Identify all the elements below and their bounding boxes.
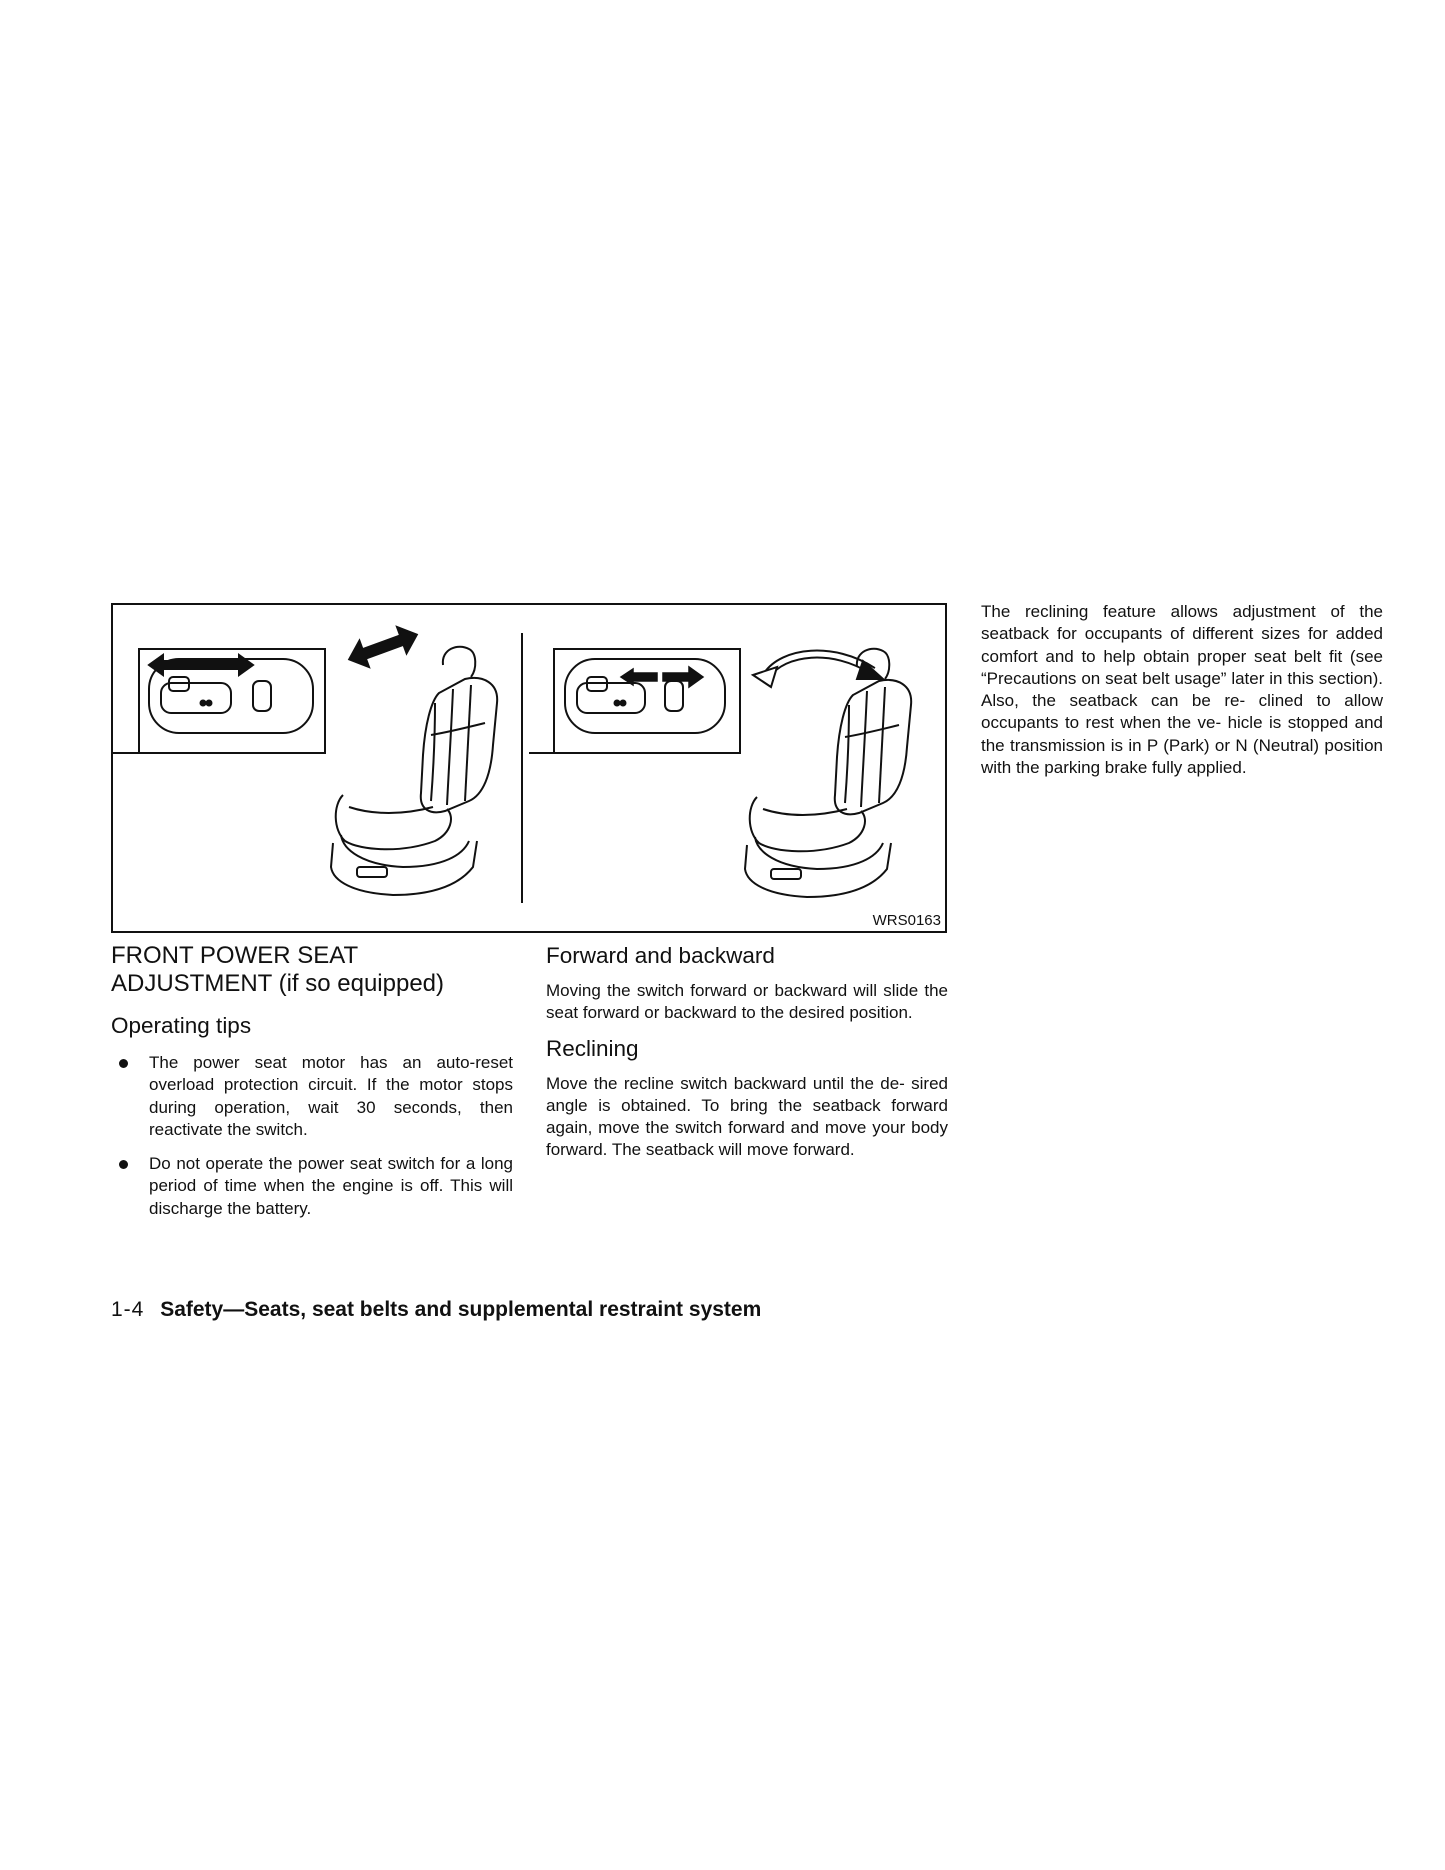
- forward-backward-arrow-icon: [344, 622, 421, 673]
- chapter-title: Safety—Seats, seat belts and supplemental restraint system: [160, 1298, 762, 1321]
- list-item-text: Do not operate the power seat switch for a long period of time when the engine is off. This will discharge the battery.: [149, 1154, 513, 1218]
- recline-switch-arrow-icon: [621, 667, 703, 687]
- right-column: [981, 601, 1383, 779]
- section-title-suffix: (if so equipped): [278, 970, 445, 997]
- paragraph-reclining-feature: The reclining feature allows adjustment of the seatback for occupants of different sizes for added comfort and to help obtain proper seat belt fit (see “Precautions on seat belt usage” later in this section). Also, the seatback can be re- clined to allow occupants to rest when the ve- hicle is stopped and the transmission is in P (Park) or N (Neutral) position with the parking brake fully applied.: [981, 602, 1383, 778]
- seat-adjustment-illustration: [111, 603, 947, 933]
- illustration-drawing: [113, 605, 945, 931]
- section-title: [111, 942, 513, 998]
- heading-forward-backward: Forward and backward: [546, 943, 775, 968]
- subheading-operating-tips: Operating tips: [111, 1013, 252, 1038]
- page-footer: [111, 1298, 761, 1322]
- left-column: [111, 942, 513, 1220]
- paragraph-forward-backward: Moving the switch forward or backward will slide the seat forward or backward to the desired position.: [546, 981, 948, 1023]
- list-item: [111, 1052, 513, 1141]
- bullet-icon: [119, 1160, 128, 1169]
- seat-drawing-left: [331, 647, 497, 895]
- recline-arrow-icon: [753, 654, 883, 687]
- heading-reclining: Reclining: [546, 1035, 639, 1061]
- page-number: 1-4: [111, 1298, 145, 1321]
- tips-list: [111, 1052, 513, 1220]
- middle-column: [546, 942, 948, 1162]
- paragraph-reclining: Move the recline switch backward until the de- sired angle is obtained. To bring the seatback forward again, move the switch forward and move your body forward. The seatback will move forward.: [546, 1073, 948, 1160]
- section-title-line1: FRONT POWER SEAT: [111, 942, 359, 969]
- section-title-line2: ADJUSTMENT: [111, 970, 272, 997]
- figure-code: WRS0163: [872, 912, 941, 929]
- list-item-text: The power seat motor has an auto-reset overload protection circuit. If the motor stops during operation, wait 30 seconds, then reactivate the switch.: [149, 1053, 513, 1139]
- switch-panel-recline: [529, 649, 740, 753]
- bullet-icon: [119, 1059, 128, 1068]
- list-item: [111, 1153, 513, 1220]
